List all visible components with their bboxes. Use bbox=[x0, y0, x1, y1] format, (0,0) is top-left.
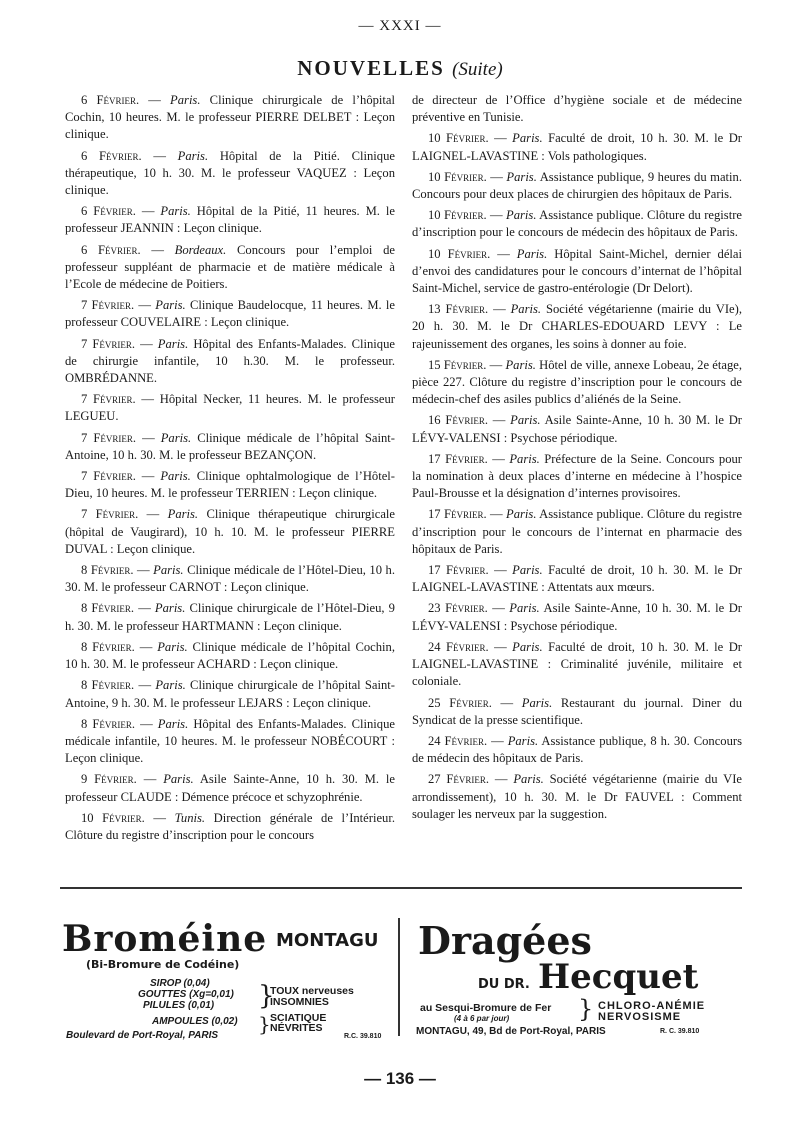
news-entry bbox=[412, 771, 742, 823]
entry-city: Paris. bbox=[160, 430, 192, 445]
entry-date: 24 Février. — bbox=[428, 639, 513, 654]
entry-date: 17 Février. — bbox=[428, 507, 507, 522]
bromeine-address: Boulevard de Port-Royal, PARIS bbox=[66, 1030, 219, 1041]
entry-date: 15 Février. — bbox=[428, 357, 506, 372]
indication-insomnies: INSOMNIES bbox=[270, 996, 329, 1008]
entry-date: 6 Février. — bbox=[81, 204, 161, 219]
entry-city: Paris. bbox=[157, 639, 188, 654]
entry-city: Paris. bbox=[506, 208, 537, 223]
entry-date: 6 Février. — bbox=[81, 242, 175, 257]
entry-text: Restaurant du journal. Diner du Syndicat de la presse scientifique. bbox=[412, 695, 742, 727]
news-entry bbox=[65, 391, 395, 425]
entry-date: 8 Février. — bbox=[81, 563, 154, 578]
indication-toux: TOUX nerveuses bbox=[270, 985, 354, 997]
entry-city: Paris. bbox=[157, 716, 189, 731]
entry-date: 10 Février. — bbox=[428, 169, 507, 184]
entry-text: Hôtel de ville, annexe Lobeau, 2e étage, pièce 227. Clôture du registre d’inscription pour le concours de médecin-chef des asiles publics d’aliénés de la Seine. bbox=[412, 357, 742, 407]
news-entry bbox=[65, 506, 395, 558]
entry-text: Clinique chirurgicale de l’Hôtel-Dieu, 9 h. 30. M. le professeur HARTMANN : Leçon clinique. bbox=[65, 601, 395, 633]
news-entry bbox=[65, 336, 395, 388]
indication-nervosisme: NERVOSISME bbox=[598, 1011, 682, 1023]
bromeine-subtitle: (Bi-Bromure de Codéine) bbox=[86, 958, 240, 971]
page-number: — 136 — bbox=[364, 1069, 436, 1088]
entry-city: Paris. bbox=[506, 169, 537, 184]
news-entry bbox=[65, 148, 395, 200]
entry-date: 7 Février. — bbox=[81, 507, 168, 522]
news-entry bbox=[412, 695, 742, 729]
entry-date: 7 Février. — bbox=[81, 392, 160, 407]
entry-city: Paris. bbox=[509, 601, 540, 616]
entry-text: Clinique ophtalmologique de l’Hôtel-Dieu, 10 heures. M. le professeur TERRIEN : Leçon clinique. bbox=[65, 469, 395, 501]
entry-date: 10 Février. — bbox=[428, 208, 507, 223]
dose-ampoules: AMPOULES (0,02) bbox=[152, 1016, 238, 1027]
entry-city: Paris. bbox=[516, 246, 548, 261]
entry-text: Clinique chirurgicale de l’hôpital Cochin, 10 heures. M. le professeur PIERRE DELBET : Leçon clinique. bbox=[65, 93, 395, 142]
entry-city: Paris. bbox=[512, 131, 543, 146]
entry-date: 8 Février. — bbox=[81, 716, 158, 731]
entry-text: Asile Sainte-Anne, 10 h. 30. M. le professeur CLAUDE : Démence précoce et schyzophrénie. bbox=[65, 772, 395, 804]
entry-city: Paris. bbox=[155, 678, 186, 693]
entry-text: Hôpital de la Pitié, 11 heures. M. le professeur JEANNIN : Leçon clinique. bbox=[65, 204, 395, 236]
entry-date: 17 Février. — bbox=[428, 563, 513, 578]
entry-text: Clinique médicale de l’Hôtel-Dieu, 10 h. 30. M. le professeur CARNOT : Leçon clinique. bbox=[65, 563, 395, 595]
bromeine-title: Broméine bbox=[62, 918, 268, 960]
entry-text: Hôpital de la Pitié. Clinique thérapeutique, 10 h. 30. M. le professeur VAQUEZ : Leçon clinique. bbox=[65, 148, 395, 198]
news-entry bbox=[65, 716, 395, 768]
dragees-name: Hecquet bbox=[538, 957, 699, 997]
entry-text: Clinique Baudelocque, 11 heures. M. le professeur COUVELAIRE : Leçon clinique. bbox=[65, 298, 395, 330]
entry-city: Paris. bbox=[160, 204, 191, 219]
ad-separator-rule bbox=[60, 887, 742, 889]
entry-date: 7 Février. — bbox=[81, 298, 156, 313]
entry-date: 17 Février. — bbox=[428, 451, 510, 466]
entry-city: Paris. bbox=[157, 336, 189, 351]
entry-city: Paris. bbox=[507, 733, 539, 748]
entry-city: Paris. bbox=[505, 357, 536, 372]
entry-text: Faculté de droit, 10 h. 30. M. le Dr LAIGNEL-LAVASTINE : Attentats aux mœurs. bbox=[412, 563, 742, 595]
news-entry bbox=[412, 506, 742, 558]
entry-date: 10 Février. — bbox=[81, 810, 175, 825]
entry-date: 7 Février. — bbox=[81, 469, 161, 484]
entry-date: 7 Février. — bbox=[81, 430, 161, 445]
title-text: NOUVELLES bbox=[297, 56, 445, 80]
dragees-code: R. C. 39.810 bbox=[660, 1028, 700, 1035]
entry-date: 16 Février. — bbox=[428, 413, 511, 428]
entry-date: 10 Février. — bbox=[428, 246, 517, 261]
entry-city: Paris. bbox=[506, 507, 537, 522]
entry-date: 8 Février. — bbox=[81, 639, 158, 654]
news-entry bbox=[412, 169, 742, 203]
entry-date: 8 Février. — bbox=[81, 601, 155, 616]
entry-city: Paris. bbox=[163, 772, 194, 787]
entry-city: Bordeaux. bbox=[174, 242, 227, 257]
section-title bbox=[0, 56, 800, 81]
entry-city: Paris. bbox=[512, 563, 543, 578]
news-entry bbox=[65, 203, 395, 237]
entry-city: Paris. bbox=[155, 298, 186, 313]
entry-text: Asile Sainte-Anne, 10 h. 30 M. le Dr LÉVY-VALENSI : Psychose périodique. bbox=[412, 413, 742, 445]
dragees-du: DU DR. bbox=[478, 977, 530, 992]
entry-text: Hôpital des Enfants-Malades. Clinique de chirurgie infantile, 10 h.30. M. le professeur. OMBRÉDANNE. bbox=[65, 336, 395, 386]
indication-chloro-anemie: CHLORO-ANÉMIE bbox=[598, 1000, 706, 1012]
entry-city: Paris. bbox=[510, 302, 542, 317]
news-entry bbox=[65, 562, 395, 596]
entry-date: 6 Février. — bbox=[81, 148, 178, 163]
dragees-address: MONTAGU, 49, Bd de Port-Royal, PARIS bbox=[416, 1026, 606, 1037]
entry-city: Paris. bbox=[510, 413, 541, 428]
entry-city: Paris. bbox=[167, 507, 199, 522]
news-entry bbox=[65, 600, 395, 634]
entry-date: 24 Février. — bbox=[428, 733, 508, 748]
entry-text: Société végétarienne (mairie du VIe), 20 h. 30. M. le Dr CHARLES-EDOUARD LEVY : Le rajeunissement des organes, les soins à donner au foie. bbox=[412, 302, 742, 351]
indication-nevrites: NÉVRITES bbox=[270, 1022, 323, 1034]
entry-city: Paris. bbox=[154, 601, 186, 616]
entry-text: Assistance publique. Clôture du registre d’inscription pour le concours de médecin des hôpitaux de Paris. bbox=[412, 208, 742, 240]
brace-icon: } bbox=[258, 1012, 271, 1036]
news-entry bbox=[412, 130, 742, 164]
roman-page-number: — XXXI — bbox=[358, 18, 442, 34]
entry-date: 10 Février. — bbox=[428, 131, 513, 146]
bromeine-brand: MONTAGU bbox=[276, 930, 379, 951]
news-entry bbox=[412, 451, 742, 503]
dose-sirop: SIROP (0,04) bbox=[150, 978, 210, 989]
entry-text: Clinique thérapeutique chirurgicale (hôpital de Vaugirard), 10 h. 10. M. le professeur PIERRE DUVAL : Leçon clinique. bbox=[65, 507, 395, 556]
news-entry bbox=[412, 207, 742, 241]
entry-date: 9 Février. — bbox=[81, 772, 164, 787]
entry-text: Faculté de droit, 10 h. 30. M. le Dr LAIGNEL-LAVASTINE : Criminalité juvénile, militaire et coloniale. bbox=[412, 639, 742, 689]
brace-icon: } bbox=[578, 995, 594, 1023]
entry-city: Paris. bbox=[170, 93, 201, 107]
entry-text: Concours pour l’emploi de professeur suppléant de pharmacie et de matière médicale à l’Ecole de médecine de Poitiers. bbox=[65, 242, 395, 292]
news-entry bbox=[65, 468, 395, 502]
dragees-dosage: (4 à 6 par jour) bbox=[454, 1014, 510, 1023]
news-entry bbox=[412, 733, 742, 767]
entry-city: Paris. bbox=[177, 148, 209, 163]
entry-city: Paris. bbox=[160, 469, 191, 484]
news-entry bbox=[65, 430, 395, 464]
entry-text: Hôpital Saint-Michel, dernier délai d’envoi des candidatures pour le concours d’internat de l’hôpital Saint-Michel, service de gastro-entérologie (Dr Delort). bbox=[412, 246, 742, 296]
entry-city: Paris. bbox=[153, 563, 184, 578]
indication-sciatique: SCIATIQUE bbox=[270, 1012, 327, 1024]
entry-text: de directeur de l’Office d’hygiène sociale et de médecine préventive en Tunisie. bbox=[412, 93, 742, 125]
entry-date: 27 Février. — bbox=[428, 772, 514, 787]
entry-text: Assistance publique, 9 heures du matin. Concours pour deux places de chirurgien des hôpitaux de Paris. bbox=[412, 169, 742, 202]
entry-text: Assistance publique, 8 h. 30. Concours de médecin des hôpitaux de Paris. bbox=[412, 733, 742, 766]
entry-city: Tunis. bbox=[174, 810, 206, 825]
news-entry bbox=[412, 639, 742, 691]
right-column bbox=[412, 92, 742, 827]
entry-date: 7 Février. — bbox=[81, 336, 158, 351]
news-entry bbox=[412, 301, 742, 353]
entry-text: Faculté de droit, 10 h. 30. M. le Dr LAIGNEL-LAVASTINE : Vols pathologiques. bbox=[412, 131, 742, 163]
entry-text: Société végétarienne (mairie du VIe arrondissement), 10 h. 30. M. le Dr FAUVEL : Comment soulager les nerveux par la suggestion. bbox=[412, 772, 742, 821]
left-column bbox=[65, 92, 395, 848]
entry-text: Direction générale de l’Intérieur. Clôture du registre d’inscription pour le concours bbox=[65, 810, 395, 842]
ad-vertical-divider bbox=[398, 918, 400, 1036]
entry-date: 25 Février. — bbox=[428, 695, 522, 710]
entry-city: Paris. bbox=[521, 695, 553, 710]
news-entry bbox=[412, 412, 742, 446]
entry-date: 6 Février. — bbox=[81, 93, 171, 107]
entry-text: Clinique médicale de l’hôpital Cochin, 10 h. 30. M. le professeur ACHARD : Leçon clinique. bbox=[65, 639, 395, 672]
entry-text: Clinique médicale de l’hôpital Saint-Antoine, 10 h. 30. M. le professeur BEZANÇON. bbox=[65, 430, 395, 462]
news-entry bbox=[65, 639, 395, 673]
dragees-composition: au Sesqui-Bromure de Fer bbox=[420, 1002, 552, 1014]
entry-text: Assistance publique. Clôture du registre d’inscription pour le concours de l’internat en pharmacie des hôpitaux de Paris. bbox=[412, 507, 742, 556]
news-entry bbox=[65, 810, 395, 844]
news-entry bbox=[412, 562, 742, 596]
news-entry bbox=[65, 297, 395, 331]
dose-gouttes: GOUTTES (Xg=0,01) bbox=[138, 989, 234, 1000]
title-suffix: (Suite) bbox=[452, 59, 503, 80]
news-entry bbox=[412, 92, 742, 126]
entry-text: Préfecture de la Seine. Concours pour la nomination à deux places d’interne en médecine à l’hospice Paul-Brousse et la désignation d’internes provisoires. bbox=[412, 451, 742, 501]
entry-date: 23 Février. — bbox=[428, 601, 510, 616]
news-entry bbox=[412, 600, 742, 634]
news-entry bbox=[412, 357, 742, 409]
entry-text: Hôpital Necker, 11 heures. M. le professeur LEGUEU. bbox=[65, 392, 395, 424]
news-entry bbox=[65, 771, 395, 805]
entry-text: Asile Sainte-Anne, 10 h. 30. M. le Dr LÉVY-VALENSI : Psychose périodique. bbox=[412, 601, 742, 633]
entry-text: Hôpital des Enfants-Malades. Clinique médicale infantile, 10 heures. M. le professeur NOBÉCOURT : Leçon clinique. bbox=[65, 716, 395, 766]
news-entry bbox=[412, 246, 742, 298]
entry-date: 8 Février. — bbox=[81, 678, 156, 693]
dose-pilules: PILULES (0,01) bbox=[143, 1000, 215, 1011]
entry-city: Paris. bbox=[513, 772, 544, 787]
news-entry bbox=[65, 92, 395, 144]
brace-icon: } bbox=[258, 981, 275, 1011]
entry-date: 13 Février. — bbox=[428, 302, 511, 317]
bromeine-code: R.C. 39.810 bbox=[344, 1033, 382, 1040]
entry-city: Paris. bbox=[509, 451, 540, 466]
entry-text: Clinique chirurgicale de l’hôpital Saint-Antoine, 9 h. 30. M. le professeur LEJARS : Leçon clinique. bbox=[65, 678, 395, 710]
dragees-title: Dragées bbox=[418, 918, 592, 963]
news-entry bbox=[65, 677, 395, 711]
entry-city: Paris. bbox=[512, 639, 543, 654]
news-entry bbox=[65, 242, 395, 294]
